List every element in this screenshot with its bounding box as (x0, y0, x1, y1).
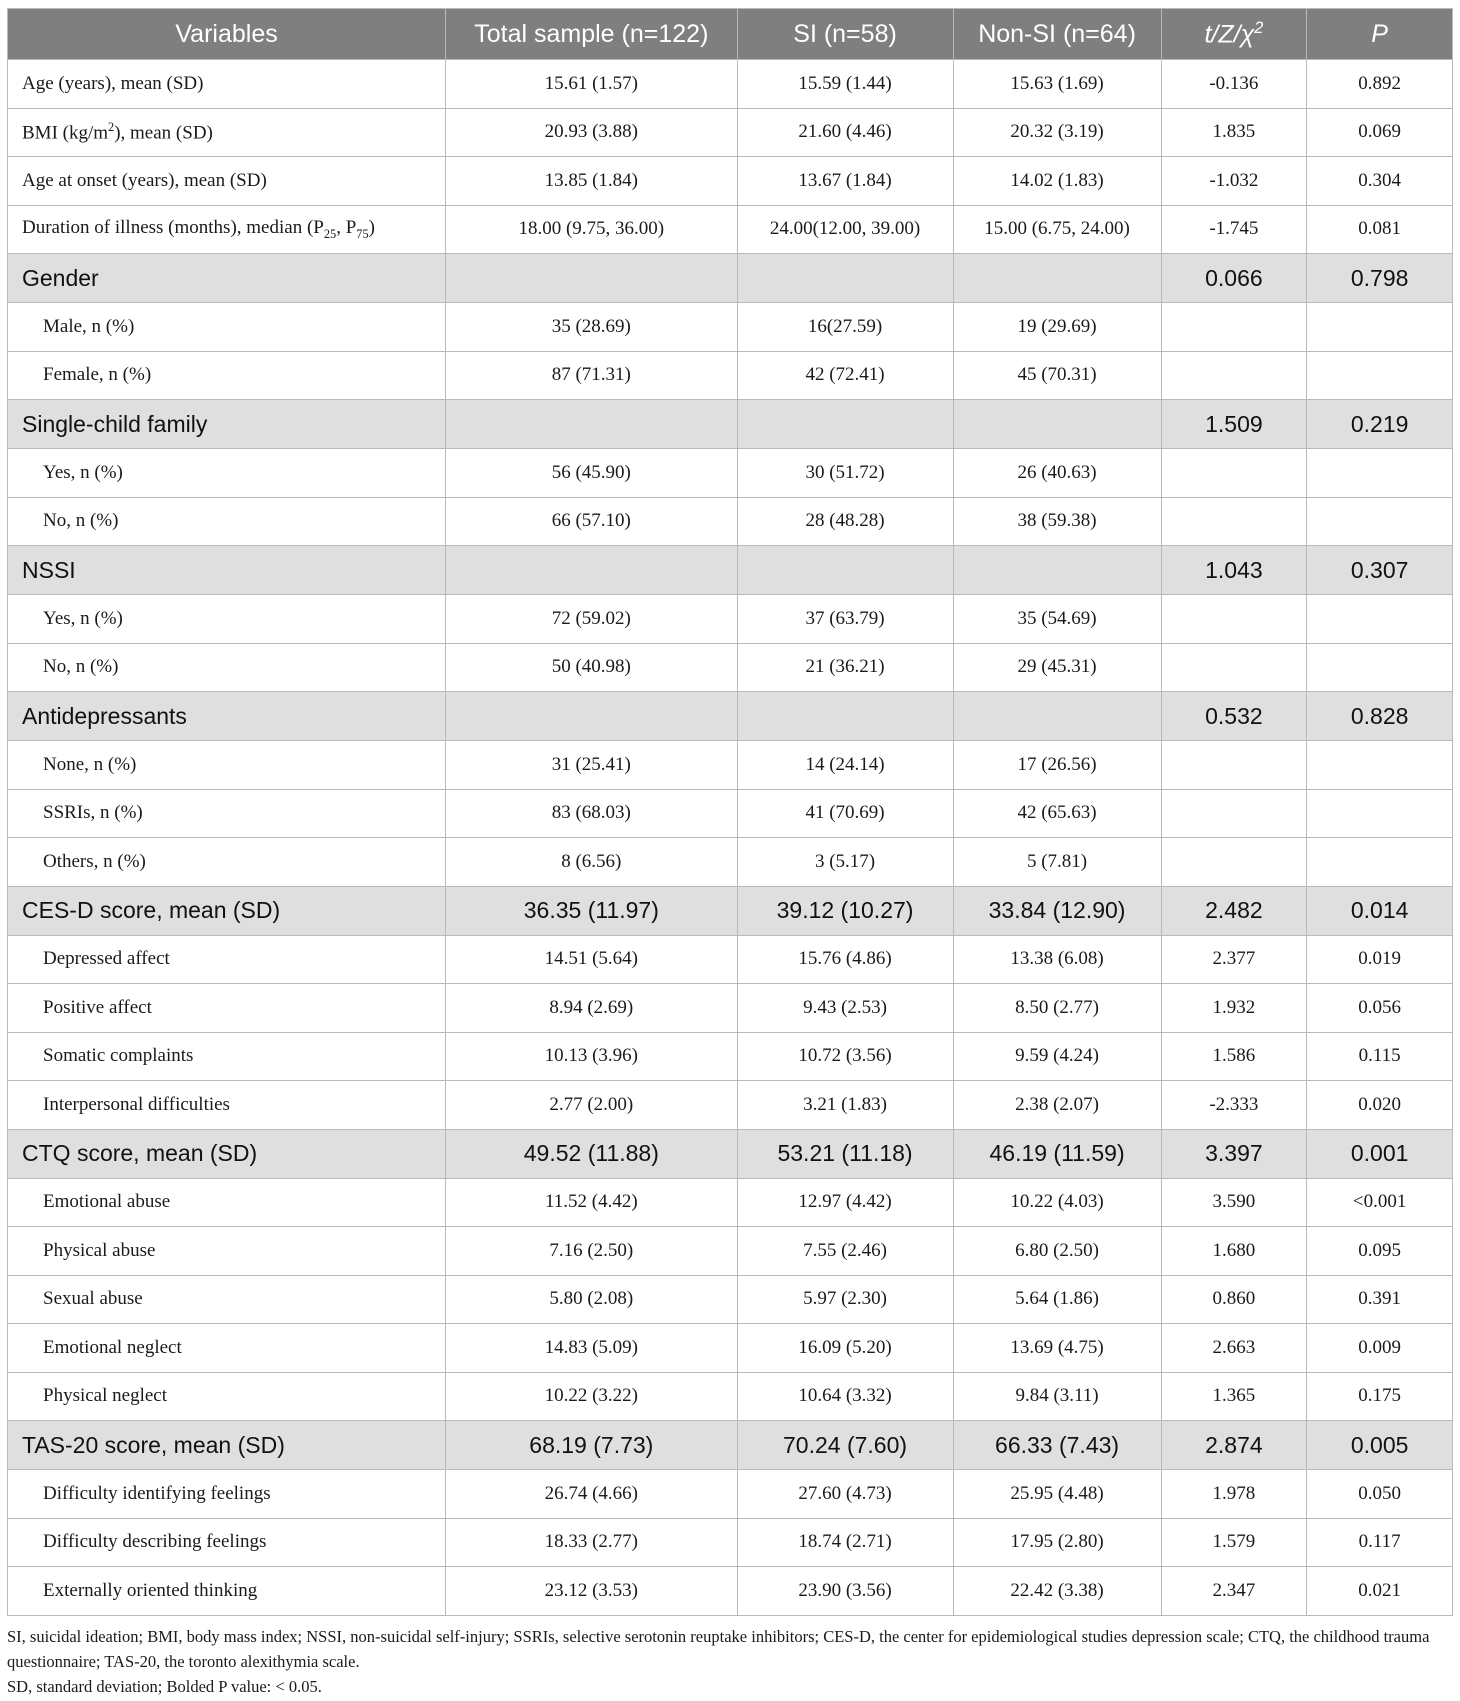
test-statistic-cell: 1.509 (1161, 400, 1307, 449)
p-value-cell (1307, 303, 1453, 352)
total-sample-cell: 5.80 (2.08) (446, 1275, 737, 1324)
test-statistic-cell: -1.032 (1161, 157, 1307, 206)
non-si-cell: 14.02 (1.83) (953, 157, 1161, 206)
p-value-cell: 0.056 (1307, 984, 1453, 1033)
test-statistic-cell (1161, 838, 1307, 887)
test-statistic-cell (1161, 351, 1307, 400)
test-statistic-cell (1161, 643, 1307, 692)
total-sample-cell: 31 (25.41) (446, 741, 737, 790)
p-value-cell (1307, 741, 1453, 790)
test-statistic-cell: 2.482 (1161, 886, 1307, 935)
header-row (8, 9, 1453, 60)
non-si-cell: 5.64 (1.86) (953, 1275, 1161, 1324)
si-cell: 10.64 (3.32) (737, 1372, 953, 1421)
section-row (8, 254, 1453, 303)
test-statistic-cell (1161, 303, 1307, 352)
non-si-cell: 9.84 (3.11) (953, 1372, 1161, 1421)
p-value-cell (1307, 789, 1453, 838)
total-sample-cell (446, 400, 737, 449)
p-value-cell (1307, 595, 1453, 644)
section-row (8, 886, 1453, 935)
si-cell: 53.21 (11.18) (737, 1129, 953, 1178)
total-sample-cell: 68.19 (7.73) (446, 1421, 737, 1470)
table-row (8, 1032, 1453, 1081)
p-value-cell: 0.081 (1307, 205, 1453, 254)
table-row (8, 497, 1453, 546)
non-si-cell: 19 (29.69) (953, 303, 1161, 352)
si-cell: 21 (36.21) (737, 643, 953, 692)
p-value-cell: 0.069 (1307, 108, 1453, 157)
si-cell: 70.24 (7.60) (737, 1421, 953, 1470)
footnote-abbreviations: SI, suicidal ideation; BMI, body mass index; NSSI, non-suicidal self-injury; SSRIs, selective serotonin reuptake inhibitors; CES-D, the center for epidemiological studies depression scale; CTQ, the childhood trauma questionnaire; TAS-20, the toronto alexithymia scale. (7, 1627, 1430, 1671)
variable-cell: Positive affect (8, 984, 446, 1033)
table-row (8, 595, 1453, 644)
non-si-cell: 15.00 (6.75, 24.00) (953, 205, 1161, 254)
non-si-cell: 45 (70.31) (953, 351, 1161, 400)
total-sample-cell: 35 (28.69) (446, 303, 737, 352)
test-statistic-cell (1161, 741, 1307, 790)
footnote-sd: SD, standard deviation; Bolded P value: < 0.05. (7, 1677, 322, 1696)
variable-cell: Externally oriented thinking (8, 1567, 446, 1616)
non-si-cell: 22.42 (3.38) (953, 1567, 1161, 1616)
variable-cell: Gender (8, 254, 446, 303)
p-value-cell: 0.095 (1307, 1227, 1453, 1276)
variable-cell: Age (years), mean (SD) (8, 60, 446, 109)
total-sample-cell: 49.52 (11.88) (446, 1129, 737, 1178)
si-cell: 12.97 (4.42) (737, 1178, 953, 1227)
p-value-cell: 0.798 (1307, 254, 1453, 303)
p-value-cell (1307, 449, 1453, 498)
table-row (8, 1470, 1453, 1519)
total-sample-cell: 72 (59.02) (446, 595, 737, 644)
total-sample-cell: 87 (71.31) (446, 351, 737, 400)
variable-cell: Male, n (%) (8, 303, 446, 352)
total-sample-cell: 13.85 (1.84) (446, 157, 737, 206)
table-row (8, 1227, 1453, 1276)
total-sample-cell: 7.16 (2.50) (446, 1227, 737, 1276)
si-cell: 16(27.59) (737, 303, 953, 352)
table-row (8, 789, 1453, 838)
si-cell: 21.60 (4.46) (737, 108, 953, 157)
test-statistic-cell: 0.066 (1161, 254, 1307, 303)
p-value-cell: 0.117 (1307, 1518, 1453, 1567)
p-value-cell: 0.019 (1307, 935, 1453, 984)
variable-cell: Somatic complaints (8, 1032, 446, 1081)
non-si-cell: 9.59 (4.24) (953, 1032, 1161, 1081)
non-si-cell: 38 (59.38) (953, 497, 1161, 546)
variable-cell: No, n (%) (8, 643, 446, 692)
test-statistic-cell: 2.347 (1161, 1567, 1307, 1616)
variable-cell: Physical abuse (8, 1227, 446, 1276)
total-sample-cell: 15.61 (1.57) (446, 60, 737, 109)
section-row (8, 692, 1453, 741)
total-sample-cell (446, 546, 737, 595)
test-statistic-cell: 3.397 (1161, 1129, 1307, 1178)
variable-cell: Sexual abuse (8, 1275, 446, 1324)
non-si-cell (953, 400, 1161, 449)
si-cell: 13.67 (1.84) (737, 157, 953, 206)
table-row (8, 1178, 1453, 1227)
p-value-cell: 0.828 (1307, 692, 1453, 741)
si-cell: 15.76 (4.86) (737, 935, 953, 984)
p-value-cell: 0.021 (1307, 1567, 1453, 1616)
si-cell (737, 254, 953, 303)
characteristics-table (7, 8, 1453, 1616)
p-value-cell: <0.001 (1307, 1178, 1453, 1227)
non-si-cell: 33.84 (12.90) (953, 886, 1161, 935)
p-value-cell: 0.050 (1307, 1470, 1453, 1519)
variable-cell: BMI $(kg/m^2)$, mean (SD) (8, 108, 446, 157)
si-cell: 9.43 (2.53) (737, 984, 953, 1033)
non-si-cell: 13.38 (6.08) (953, 935, 1161, 984)
si-cell: 24.00(12.00, 39.00) (737, 205, 953, 254)
total-sample-cell: 26.74 (4.66) (446, 1470, 737, 1519)
test-statistic-cell: 2.874 (1161, 1421, 1307, 1470)
table-row (8, 1372, 1453, 1421)
test-statistic-cell (1161, 595, 1307, 644)
total-sample-cell: 56 (45.90) (446, 449, 737, 498)
test-statistic-cell: -1.745 (1161, 205, 1307, 254)
header-p-value: P (1307, 9, 1453, 60)
p-value-cell: 0.892 (1307, 60, 1453, 109)
non-si-cell: 25.95 (4.48) (953, 1470, 1161, 1519)
table-row (8, 838, 1453, 887)
si-cell: 14 (24.14) (737, 741, 953, 790)
test-statistic-cell: 1.932 (1161, 984, 1307, 1033)
test-statistic-cell: 1.043 (1161, 546, 1307, 595)
si-cell: 42 (72.41) (737, 351, 953, 400)
total-sample-cell: 20.93 (3.88) (446, 108, 737, 157)
variable-cell: CTQ score, mean (SD) (8, 1129, 446, 1178)
test-statistic-cell (1161, 789, 1307, 838)
non-si-cell (953, 254, 1161, 303)
test-statistic-cell: 1.586 (1161, 1032, 1307, 1081)
total-sample-cell: 10.13 (3.96) (446, 1032, 737, 1081)
si-cell: 3.21 (1.83) (737, 1081, 953, 1130)
p-value-cell: 0.391 (1307, 1275, 1453, 1324)
table-row (8, 303, 1453, 352)
table-row (8, 1275, 1453, 1324)
si-cell (737, 692, 953, 741)
p-value-cell (1307, 838, 1453, 887)
p-value-cell: 0.219 (1307, 400, 1453, 449)
total-sample-cell: 11.52 (4.42) (446, 1178, 737, 1227)
non-si-cell: 35 (54.69) (953, 595, 1161, 644)
variable-cell: SSRIs, n (%) (8, 789, 446, 838)
test-statistic-cell: 1.579 (1161, 1518, 1307, 1567)
non-si-cell: 13.69 (4.75) (953, 1324, 1161, 1373)
p-value-cell (1307, 497, 1453, 546)
table-row (8, 741, 1453, 790)
non-si-cell: 29 (45.31) (953, 643, 1161, 692)
table-body (8, 60, 1453, 1616)
si-cell: 37 (63.79) (737, 595, 953, 644)
test-statistic-cell: -0.136 (1161, 60, 1307, 109)
table-row (8, 449, 1453, 498)
table-row (8, 108, 1453, 157)
non-si-cell: 10.22 (4.03) (953, 1178, 1161, 1227)
table-footnotes (7, 1624, 1453, 1699)
table-row (8, 60, 1453, 109)
p-value-cell: 0.175 (1307, 1372, 1453, 1421)
si-cell: 18.74 (2.71) (737, 1518, 953, 1567)
non-si-cell: 26 (40.63) (953, 449, 1161, 498)
variable-cell: Age at onset (years), mean (SD) (8, 157, 446, 206)
table-row (8, 984, 1453, 1033)
table-row (8, 935, 1453, 984)
variable-cell: Physical neglect (8, 1372, 446, 1421)
section-row (8, 1129, 1453, 1178)
header-si: SI (n=58) (737, 9, 953, 60)
variable-cell: Single-child family (8, 400, 446, 449)
total-sample-cell: 14.51 (5.64) (446, 935, 737, 984)
table-row (8, 1518, 1453, 1567)
non-si-cell: 8.50 (2.77) (953, 984, 1161, 1033)
non-si-cell: 20.32 (3.19) (953, 108, 1161, 157)
si-cell (737, 546, 953, 595)
p-value-cell: 0.005 (1307, 1421, 1453, 1470)
test-statistic-cell (1161, 497, 1307, 546)
total-sample-cell (446, 254, 737, 303)
si-cell: 5.97 (2.30) (737, 1275, 953, 1324)
si-cell: 28 (48.28) (737, 497, 953, 546)
si-cell: 16.09 (5.20) (737, 1324, 953, 1373)
test-statistic-cell: 0.860 (1161, 1275, 1307, 1324)
test-statistic-cell: 0.532 (1161, 692, 1307, 741)
non-si-cell: 17.95 (2.80) (953, 1518, 1161, 1567)
total-sample-cell: 18.33 (2.77) (446, 1518, 737, 1567)
si-cell: 39.12 (10.27) (737, 886, 953, 935)
variable-cell: CES-D score, mean (SD) (8, 886, 446, 935)
table-row (8, 157, 1453, 206)
p-value-cell: 0.307 (1307, 546, 1453, 595)
total-sample-cell: 83 (68.03) (446, 789, 737, 838)
total-sample-cell: 10.22 (3.22) (446, 1372, 737, 1421)
variable-cell: Yes, n (%) (8, 449, 446, 498)
table-row (8, 643, 1453, 692)
test-statistic-cell (1161, 449, 1307, 498)
non-si-cell: 66.33 (7.43) (953, 1421, 1161, 1470)
table-row (8, 1324, 1453, 1373)
total-sample-cell: 14.83 (5.09) (446, 1324, 737, 1373)
si-cell: 7.55 (2.46) (737, 1227, 953, 1276)
si-cell: 41 (70.69) (737, 789, 953, 838)
header-total-sample: Total sample (n=122) (446, 9, 737, 60)
variable-cell: NSSI (8, 546, 446, 595)
non-si-cell: 5 (7.81) (953, 838, 1161, 887)
non-si-cell: 15.63 (1.69) (953, 60, 1161, 109)
non-si-cell: 17 (26.56) (953, 741, 1161, 790)
table-row (8, 351, 1453, 400)
p-value-cell: 0.014 (1307, 886, 1453, 935)
variable-cell: Emotional neglect (8, 1324, 446, 1373)
non-si-cell: 46.19 (11.59) (953, 1129, 1161, 1178)
total-sample-cell: 8.94 (2.69) (446, 984, 737, 1033)
table-row (8, 1567, 1453, 1616)
header-non-si: Non-SI (n=64) (953, 9, 1161, 60)
non-si-cell (953, 692, 1161, 741)
section-row (8, 1421, 1453, 1470)
non-si-cell (953, 546, 1161, 595)
section-row (8, 546, 1453, 595)
table-row (8, 205, 1453, 254)
variable-cell: Depressed affect (8, 935, 446, 984)
si-cell: 15.59 (1.44) (737, 60, 953, 109)
variable-cell: Female, n (%) (8, 351, 446, 400)
test-statistic-cell: 2.663 (1161, 1324, 1307, 1373)
si-cell: 27.60 (4.73) (737, 1470, 953, 1519)
variable-cell: Difficulty identifying feelings (8, 1470, 446, 1519)
total-sample-cell: 36.35 (11.97) (446, 886, 737, 935)
total-sample-cell: 50 (40.98) (446, 643, 737, 692)
non-si-cell: 6.80 (2.50) (953, 1227, 1161, 1276)
test-statistic-cell: 1.365 (1161, 1372, 1307, 1421)
si-cell: 10.72 (3.56) (737, 1032, 953, 1081)
variable-cell: TAS-20 score, mean (SD) (8, 1421, 446, 1470)
variable-cell: Interpersonal difficulties (8, 1081, 446, 1130)
table-container (7, 8, 1453, 1616)
test-statistic-cell: 2.377 (1161, 935, 1307, 984)
total-sample-cell: 8 (6.56) (446, 838, 737, 887)
variable-cell: Difficulty describing feelings (8, 1518, 446, 1567)
header-variables: Variables (8, 9, 446, 60)
variable-cell: None, n (%) (8, 741, 446, 790)
test-statistic-cell: 1.835 (1161, 108, 1307, 157)
total-sample-cell: 18.00 (9.75, 36.00) (446, 205, 737, 254)
si-cell: 3 (5.17) (737, 838, 953, 887)
p-value-cell: 0.009 (1307, 1324, 1453, 1373)
variable-cell: Duration of illness (months), median ($P_{25}$, $P_{75}$) (8, 205, 446, 254)
p-value-cell: 0.001 (1307, 1129, 1453, 1178)
section-row (8, 400, 1453, 449)
p-value-cell (1307, 351, 1453, 400)
variable-cell: Yes, n (%) (8, 595, 446, 644)
test-statistic-cell: 3.590 (1161, 1178, 1307, 1227)
test-statistic-cell: -2.333 (1161, 1081, 1307, 1130)
variable-cell: Antidepressants (8, 692, 446, 741)
non-si-cell: 2.38 (2.07) (953, 1081, 1161, 1130)
table-row (8, 1081, 1453, 1130)
variable-cell: No, n (%) (8, 497, 446, 546)
si-cell (737, 400, 953, 449)
si-cell: 30 (51.72) (737, 449, 953, 498)
test-statistic-cell: 1.680 (1161, 1227, 1307, 1276)
non-si-cell: 42 (65.63) (953, 789, 1161, 838)
total-sample-cell: 2.77 (2.00) (446, 1081, 737, 1130)
header-test-statistic: $t/Z/\chi^2$ (1161, 9, 1307, 60)
total-sample-cell (446, 692, 737, 741)
p-value-cell: 0.304 (1307, 157, 1453, 206)
si-cell: 23.90 (3.56) (737, 1567, 953, 1616)
p-value-cell: 0.020 (1307, 1081, 1453, 1130)
variable-cell: Emotional abuse (8, 1178, 446, 1227)
p-value-cell (1307, 643, 1453, 692)
total-sample-cell: 66 (57.10) (446, 497, 737, 546)
variable-cell: Others, n (%) (8, 838, 446, 887)
p-value-cell: 0.115 (1307, 1032, 1453, 1081)
total-sample-cell: 23.12 (3.53) (446, 1567, 737, 1616)
test-statistic-cell: 1.978 (1161, 1470, 1307, 1519)
